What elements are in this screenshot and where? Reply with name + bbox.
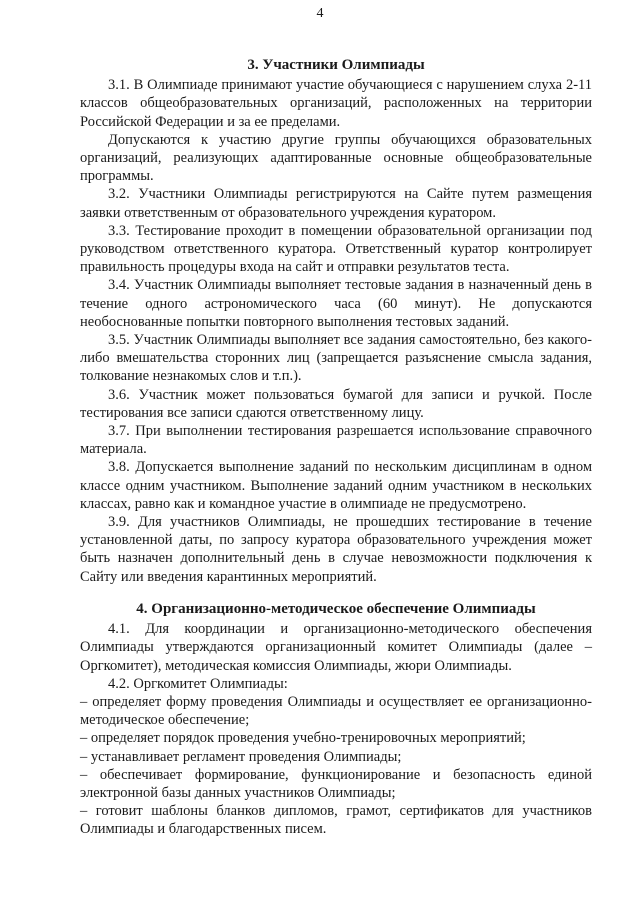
section-3-title: 3. Участники Олимпиады: [247, 57, 425, 73]
list-item: – устанавливает регламент проведения Олимпиады;: [80, 748, 402, 765]
paragraph-3-1: 3.1. В Олимпиаде принимают участие обучающиеся с нарушением слуха 2-11 классов общеобразовательных организаций, расположенных на территории Российской Федерации и за ее пределами.: [80, 77, 592, 130]
paragraph-4-1: 4.1. Для координации и организационно-методического обеспечения Олимпиады утверждаются организационный комитет Олимпиады (далее – Оргкомитет), методическая комиссия Олимпиады, жюри Олимпиады.: [80, 621, 592, 674]
list-item: – готовит шаблоны бланков дипломов, грамот, сертификатов для участников Олимпиады и благодарственных писем.: [80, 803, 592, 838]
paragraph-3-7: 3.7. При выполнении тестирования разрешается использование справочного материала.: [80, 423, 592, 458]
paragraph-3-4: 3.4. Участник Олимпиады выполняет тестовые задания в назначенный день в течение одного астрономического часа (60 минут). Не допускаются необоснованные попытки повторного выполнения тестовых заданий.: [80, 277, 592, 330]
paragraph-3-2: 3.2. Участники Олимпиады регистрируются на Сайте путем размещения заявки ответственным от образовательного учреждения куратором.: [80, 186, 592, 221]
paragraph-3-5: 3.5. Участник Олимпиады выполняет все задания самостоятельно, без какого-либо вмешательства сторонних лиц (запрещается разъяснение смысла задания, толкование незнакомых слов и т.п.).: [80, 332, 592, 385]
paragraph-3-8: 3.8. Допускается выполнение заданий по нескольким дисциплинам в одном классе одним участником. Выполнение заданий одним участником в нескольких классах, равно как и командное участие в олимпиаде не предусмотрено.: [80, 459, 592, 512]
document-body: [80, 56, 592, 839]
paragraph-3-3: 3.3. Тестирование проходит в помещении образовательной организации под руководством ответственного куратора. Ответственный куратор контролирует правильность процедуры входа на сайт и отправки результатов теста.: [80, 222, 592, 276]
paragraph-3-1-admission: Допускаются к участию другие группы обучающихся образовательных организаций, реализующих адаптированные основные общеобразовательные программы.: [80, 131, 592, 185]
page-number: 4: [316, 6, 324, 21]
paragraph-3-6: 3.6. Участник может пользоваться бумагой для записи и ручкой. После тестирования все записи сдаются ответственному лицу.: [80, 386, 592, 421]
list-item: – обеспечивает формирование, функционирование и безопасность единой электронной базы данных участников Олимпиады;: [80, 766, 592, 801]
list-item: – определяет порядок проведения учебно-тренировочных мероприятий;: [80, 730, 526, 747]
paragraph-3-9: 3.9. Для участников Олимпиады, не прошедших тестирование в течение установленной даты, по запросу куратора образовательного учреждения может быть назначен дополнительный день в случае невозможности подключения к Сайту или введения карантинных мероприятий.: [80, 514, 592, 585]
list-item: – определяет форму проведения Олимпиады и осуществляет ее организационно-методическое обеспечение;: [80, 693, 592, 729]
paragraph-4-2: 4.2. Оргкомитет Олимпиады:: [108, 675, 288, 692]
section-4-title: 4. Организационно-методическое обеспечение Олимпиады: [136, 600, 536, 617]
